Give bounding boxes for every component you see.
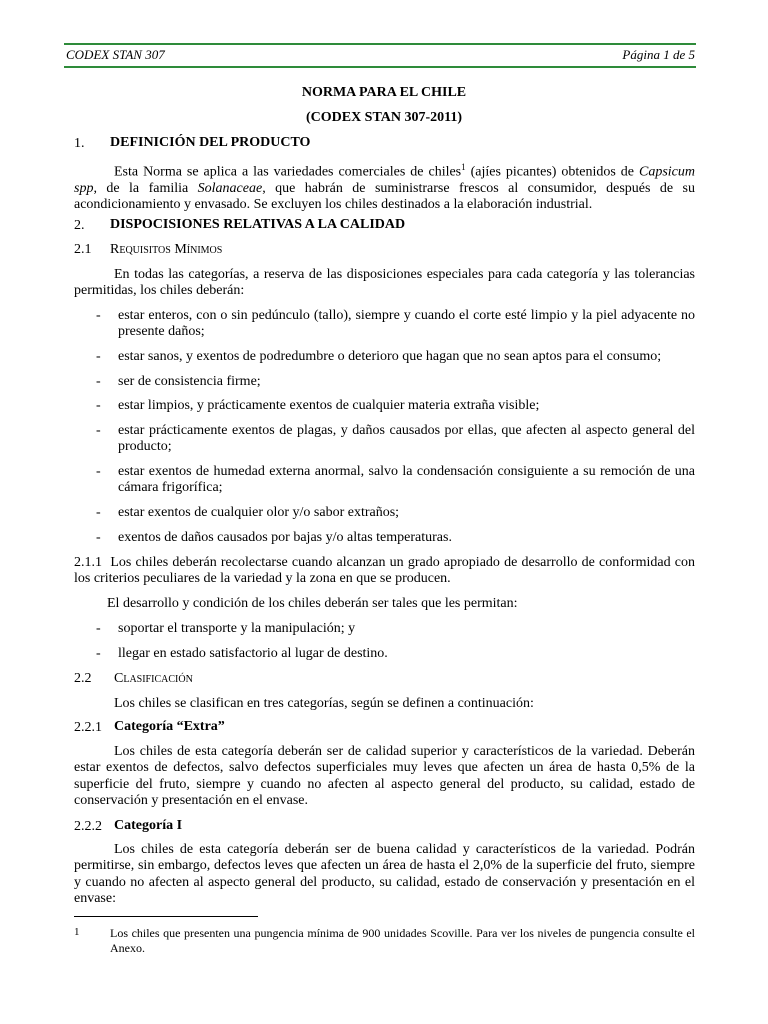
section-2-1-1-paragraph: 2.1.1 Los chiles deberán recolectarse cuando alcanzan un grado apropiado de desarrollo de conformidad con los criterios peculiares de la variedad y la zona en que se producen. <box>74 555 695 587</box>
section-2-1-heading: Requisitos Mínimos <box>110 242 223 257</box>
list-dash: - <box>96 464 101 479</box>
list-item: soportar el transporte y la manipulación; y <box>118 621 356 636</box>
section-2-2-1-paragraph: Los chiles de esta categoría deberán ser de calidad superior y característicos de la variedad. Deberán estar exentos de defectos, salvo defectos superficiales muy leves que afecten un área de hasta 0,5% de la superficie del fruto, siempre y cuando no afecten al aspecto general del producto, su calidad, estado de conservación y presentación en el envase. <box>74 744 695 808</box>
document-subtitle: (CODEX STAN 307-2011) <box>305 110 463 125</box>
section-2-2-1-number: 2.2.1 <box>74 720 102 735</box>
footnote-text: Los chiles que presenten una pungencia mínima de 900 unidades Scoville. Para ver los niveles de pungencia consulte el Anexo. <box>110 926 695 955</box>
section-2-2-2-paragraph: Los chiles de esta categoría deberán ser de buena calidad y característicos de la variedad. Podrán permitirse, sin embargo, defectos leves que afecten un área de hasta el 2,0% de la superficie del fruto, siempre y cuando no afecten al aspecto general del producto, su calidad, estado de conservación y presentación en el envase: <box>74 842 695 906</box>
footnote-separator <box>74 916 258 917</box>
section-1-number: 1. <box>74 136 85 151</box>
section-2-1-1-number: 2.1.1 <box>74 555 102 570</box>
section-1-paragraph: Esta Norma se aplica a las variedades comerciales de chiles$^1$ (ajíes picantes) obtenidos de Capsicum spp, de la familia Solanaceae, que habrán de suministrarse frescos al consumidor, después de su acondicionamiento y envasado. Se excluyen los chiles destinados a la elaboración industrial. <box>74 162 695 213</box>
list-dash: - <box>96 398 101 413</box>
list-dash: - <box>96 621 101 636</box>
header-top-rule <box>64 43 696 45</box>
section-2-1-intro: En todas las categorías, a reserva de las disposiciones especiales para cada categoría y las tolerancias permitidas, los chiles deberán: <box>74 267 695 299</box>
list-dash: - <box>96 349 101 364</box>
list-dash: - <box>96 308 101 323</box>
list-dash: - <box>96 505 101 520</box>
section-2-1-number: 2.1 <box>74 242 92 257</box>
list-item: llegar en estado satisfactorio al lugar de destino. <box>118 646 388 661</box>
header-page-number: Página 1 de 5 <box>622 47 695 62</box>
list-item: exentos de daños causados por bajas y/o altas temperaturas. <box>118 530 452 545</box>
list-item: estar exentos de humedad externa anormal, salvo la condensación consiguiente a su remoción de una cámara frigorífica; <box>118 464 695 496</box>
section-2-2-1-heading: Categoría “Extra” <box>114 719 225 734</box>
list-item: estar exentos de cualquier olor y/o sabor extraños; <box>118 505 400 520</box>
footnote-number: 1 <box>74 926 80 938</box>
list-item: estar prácticamente exentos de plagas, y daños causados por ellas, que afecten al aspecto general del producto; <box>118 423 695 455</box>
footnote-ref-1: 1 <box>461 162 466 172</box>
list-item: estar enteros, con o sin pedúnculo (tallo), siempre y cuando el corte esté limpio y la piel adyacente no presente daños; <box>118 308 695 340</box>
list-dash: - <box>96 423 101 438</box>
section-2-2-number: 2.2 <box>74 671 92 686</box>
section-2-2-2-heading: Categoría I <box>114 818 183 833</box>
section-2-number: 2. <box>74 218 85 233</box>
section-2-heading: DISPOCISIONES RELATIVAS A LA CALIDAD <box>110 217 406 232</box>
list-dash: - <box>96 646 101 661</box>
document-title: NORMA PARA EL CHILE <box>301 85 467 100</box>
list-dash: - <box>96 374 101 389</box>
section-2-2-paragraph: Los chiles se clasifican en tres categorías, según se definen a continuación: <box>114 696 534 711</box>
header-bottom-rule <box>64 66 696 68</box>
section-2-1-1-paragraph-2: El desarrollo y condición de los chiles deberán ser tales que les permitan: <box>107 596 518 611</box>
list-item: estar sanos, y exentos de podredumbre o deterioro que hagan que no sean aptos para el consumo; <box>118 349 662 364</box>
list-item: ser de consistencia firme; <box>118 374 261 389</box>
section-2-2-heading: Clasificación <box>114 671 193 686</box>
list-item: estar limpios, y prácticamente exentos de cualquier materia extraña visible; <box>118 398 540 413</box>
header-document-code: CODEX STAN 307 <box>66 47 165 62</box>
list-dash: - <box>96 530 101 545</box>
section-1-heading: DEFINICIÓN DEL PRODUCTO <box>110 135 311 150</box>
section-2-2-2-number: 2.2.2 <box>74 819 102 834</box>
